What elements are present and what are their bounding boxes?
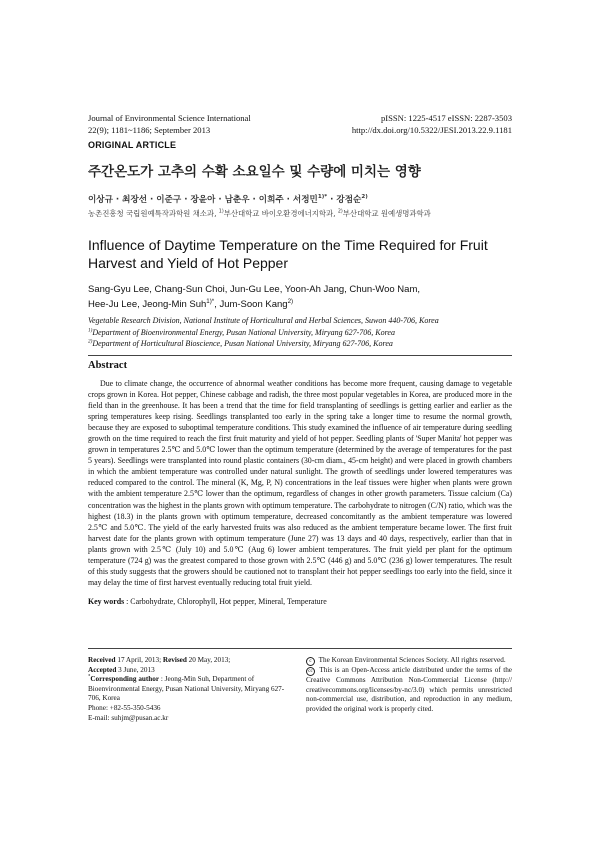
title-korean: 주간온도가 고추의 수확 소요일수 및 수량에 미치는 영향 xyxy=(88,164,421,180)
license-text xyxy=(306,666,512,714)
revised-label: Revised xyxy=(162,656,187,664)
journal-citation: 22(9); 1181~1186; September 2013 xyxy=(88,125,211,135)
copyright-text: The Korean Environmental Sciences Society. All rights reserved. xyxy=(317,656,506,664)
received-date: 17 April, 2013; xyxy=(115,656,163,664)
affiliations-english xyxy=(88,315,528,350)
received-label: Received xyxy=(88,656,116,664)
divider-bottom xyxy=(88,648,512,649)
affil-korean-sup2: 2) xyxy=(337,209,343,215)
copyright-line xyxy=(306,656,512,666)
keywords xyxy=(88,597,512,606)
authors-english-line2 xyxy=(88,297,528,312)
authors-english-sup1: 1)* xyxy=(206,297,215,305)
authors-english-sup2: 2) xyxy=(287,297,294,305)
affil-korean-sup1: 1) xyxy=(218,209,224,215)
article-type: ORIGINAL ARTICLE xyxy=(88,140,177,150)
affiliation-1-sup: 1) xyxy=(88,326,93,333)
phone: Phone: +82-55-350-5436 xyxy=(88,703,161,712)
corresponding-author xyxy=(88,675,296,704)
title-english: Influence of Daytime Temperature on the Time Required for Fruit Harvest and Yield of Hot Pepper xyxy=(88,237,488,271)
abstract-heading: Abstract xyxy=(88,360,128,371)
email[interactable]: E-mail: suhjm@pusan.ac.kr xyxy=(88,713,169,722)
affil-korean-c: 부산대학교 원예생명과학과 xyxy=(342,209,431,218)
corr-text: : Jeong-Min Suh, Department of Bioenvironmental Energy, Pusan National University, Miryang 627-706, Korea xyxy=(88,675,285,703)
affil-korean-a: 농촌진흥청 국립원예특작과학원 채소과, xyxy=(88,209,219,218)
affiliation-2-text: Department of Horticultural Bioscience, Pusan National University, Miryang 627-706, Korea xyxy=(92,339,393,348)
affiliation-2 xyxy=(88,338,528,350)
copyright-icon: c xyxy=(306,657,315,666)
affiliation-0: Vegetable Research Division, National Institute of Horticultural and Herbal Sciences, Suwon 440-706, Korea xyxy=(88,316,439,325)
authors-english xyxy=(88,282,528,312)
authors-english-line1: Sang-Gyu Lee, Chang-Sun Choi, Jun-Gu Lee, Yoon-Ah Jang, Chun-Woo Nam, xyxy=(88,284,420,295)
affiliations-korean xyxy=(88,208,431,219)
footnote-left xyxy=(88,656,296,723)
keywords-label: Key words xyxy=(88,597,125,606)
authors-korean-last: · 강점순 xyxy=(327,195,362,205)
journal-name: Journal of Environmental Science International xyxy=(88,113,251,123)
doi-link[interactable]: http://dx.doi.org/10.5322/JESI.2013.22.9.1181 xyxy=(351,125,512,135)
revised-date: 20 May, 2013; xyxy=(186,656,231,664)
journal-header-left xyxy=(88,112,251,136)
affiliation-1-text: Department of Bioenvironmental Energy, Pusan National University, Miryang 627-706, Korea xyxy=(92,327,395,337)
accepted-date: 3 June, 2013 xyxy=(116,665,155,674)
affiliation-1 xyxy=(88,327,528,339)
corr-star: * xyxy=(88,674,91,680)
accepted-label: Accepted xyxy=(88,665,117,674)
affil-korean-b: 부산대학교 바이오환경에너지학과, xyxy=(223,209,338,218)
authors-korean xyxy=(88,193,368,205)
authors-korean-main: 이상규 · 최장선 · 이준구 · 장윤아 · 남춘우 · 이희주 · 서정민 xyxy=(88,195,318,205)
affiliation-2-sup: 2) xyxy=(88,338,93,345)
divider-top xyxy=(88,355,512,356)
license-body: This is an Open-Access article distributed under the terms of the Creative Commons Attribution Non-Commercial License (http:// creativecommons.org/licenses/by-nc/3.0) which permits unrestricted non-commercial use, distribution, and reproduction in any medium, provided the original work is properly cited. xyxy=(306,666,512,713)
authors-english-line2-text: Hee-Ju Lee, Jeong-Min Suh xyxy=(88,299,207,310)
dates-line-2 xyxy=(88,666,296,676)
authors-korean-sup2: 2) xyxy=(361,194,368,201)
dates-line-1 xyxy=(88,656,296,666)
creative-commons-icon: cc xyxy=(306,667,315,676)
keywords-list: : Carbohydrate, Chlorophyll, Hot pepper, Mineral, Temperature xyxy=(124,597,327,606)
abstract-text: Due to climate change, the occurrence of abnormal weather conditions has become more frequent, causing damage to vegetable crops grown in Korea. Hot pepper, Chinese cabbage and radish, the three most popular vegetables in Korea, are produced more in the field than in the greenhouse. It has been a trend that the time for field transplanting of seedlings is getting earlier and earlier as the spring temperatures keep rising. Seedlings transplanted too early in the spring take a longer time to resume the normal growth, because they are exposed to suboptimal temperature conditions. This study examined the influence of air temperature during seedling growth on the time required to reach the first fruit maturity and yield of hot pepper. Seedling plants of 'Super Manita' hot pepper was grown in temperatures 2.5℃ and 5.0℃ lower than the optimum temperature (determined by the average of temperatures for the past 5 years). Seedlings were transplanted into round plastic containers (30-cm diam., 45-cm height) and were placed in growth chambers in which the ambient temperature was controlled under natural sunlight. The growth of seedlings under lowered temperatures was reduced compared to the control. The mineral (K, Mg, P, N) concentrations in the leaf tissues were higher when plants were grown with the ambient temperature 2.5℃ lower than the optimum, regardless of changes in other growth parameters. Tissue calcium (Ca) concentration was the highest in the plants grown with optimum temperature. The carbohydrate to nitrogen (C/N) ratio, which was the highest (18.3) in the plants grown with optimum temperature, decreased concomitantly as the ambient temperature was lowered 2.5℃ and 5.0℃. The yield of the early harvested fruits was also reduced as the ambient temperature became lower. The first fruit harvest date for the plants grown with optimum temperature (June 27) was 13 days and 40 days, respectively, earlier than that in plants grown with 2.5℃ (July 10) and 5.0℃ (Aug 6) lower ambient temperatures. The fruit yield per plant for the optimum temperature (724 g) was the greatest compared to those grown with 2.5℃ (446 g) and 5.0℃ (236 g) lower temperatures. The result of this study suggests that the growers should be cautioned not to transplant their hot pepper seedlings too early into the field, since it may delay the time of first harvest eventually reducing total fruit yield. xyxy=(88,379,512,587)
authors-english-last: , Jum-Soon Kang xyxy=(214,299,288,310)
footnote-right xyxy=(306,656,512,714)
corr-label: Corresponding author xyxy=(90,675,160,684)
issn: pISSN: 1225-4517 eISSN: 2287-3503 xyxy=(380,113,512,123)
authors-korean-sup1: 1)* xyxy=(317,194,328,201)
journal-header-right xyxy=(352,112,512,136)
